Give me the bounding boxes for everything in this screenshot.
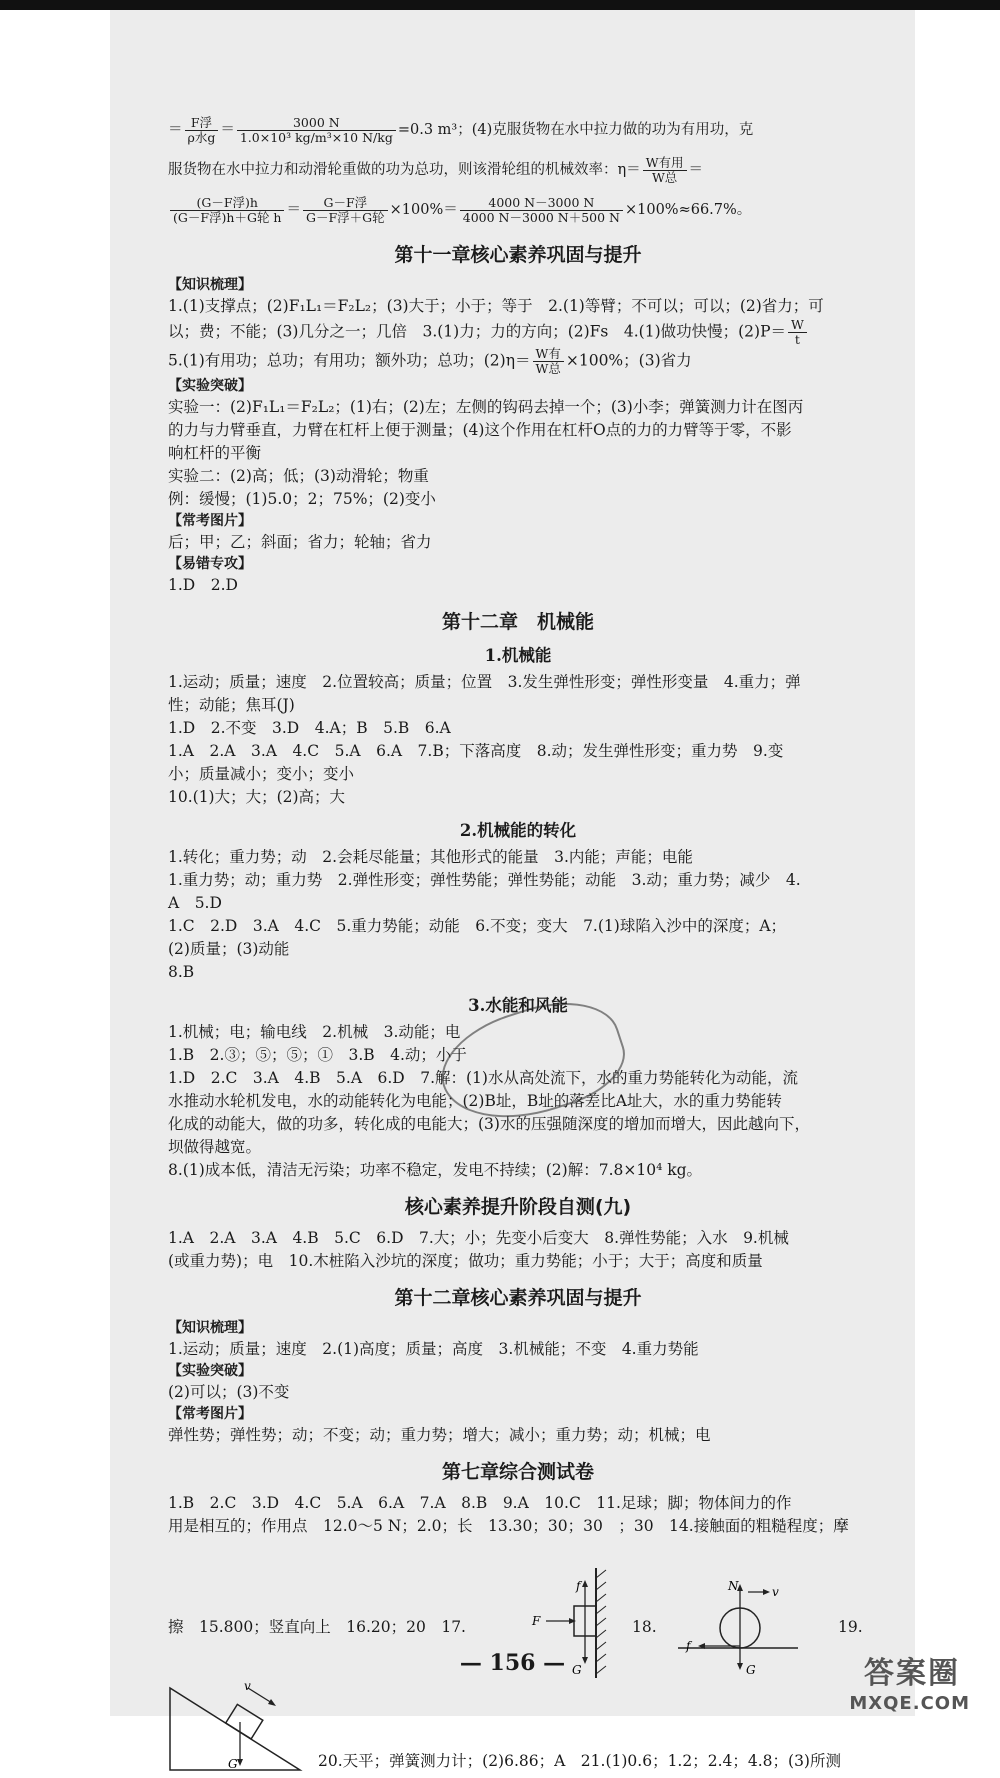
section-tag: 【实验突破】: [168, 378, 252, 394]
label-F: F: [532, 1614, 541, 1628]
figure-row-2: [168, 1678, 868, 1778]
answer-line: 1.B 2.C 3.D 4.C 5.A 6.A 7.A 8.B 9.A 10.C 11.足球；脚；物体间力的作: [168, 1494, 792, 1512]
answer-line: 1.运动；质量；速度 2.位置较高；质量；位置 3.发生弹性形变；弹性形变量 4.重力；弹: [168, 673, 801, 691]
site-watermark: [810, 1646, 1000, 1716]
formula-line-3: $\frac{\text{(G－F浮)h}}{\text{(G－F浮)h＋G轮 h}}$ ＝ $\frac{\text{G－F浮}}{\text{G－F浮＋G轮}}$ ×100%＝ $\frac{4000 N-3000 N}{4000 N-3000 N+500 N}$ ×100%≈66.7%。: [168, 190, 868, 230]
answer-line: 1.A 2.A 3.A 4.B 5.C 6.D 7.大；小；先变小后变大 8.弹性势能；入水 9.机械: [168, 1229, 789, 1247]
label-v: v: [772, 1585, 779, 1599]
answer-line: 弹性势；弹性势；动；不变；动；重力势；增大；减小；重力势；动；机械；电: [168, 1426, 711, 1444]
watermark-logo: 答案圈: [864, 1656, 960, 1691]
label-f: f: [576, 1579, 581, 1593]
answer-line: 1.(1)支撑点；(2)F₁L₁＝F₂L₂；(3)大于；小于；等于 2.(1)等臂；不可以；可以；(2)省力；可: [168, 297, 824, 315]
top-border: [0, 0, 1000, 10]
answer-line: 18.: [632, 1618, 657, 1636]
diagram-19: [168, 1678, 308, 1778]
answer-line: 1.A 2.A 3.A 4.C 5.A 6.A 7.B；下落高度 8.动；发生弹性形变；重力势 9.变: [168, 742, 784, 760]
answer-line: 实验二：(2)高；低；(3)动滑轮；物重: [168, 467, 429, 485]
page-number: — 156 —: [459, 1650, 566, 1676]
answer-line: 1.C 2.D 3.A 4.C 5.重力势能；动能 6.不变；变大 7.(1)球陷入沙中的深度；A；: [168, 917, 787, 935]
answer-line: 实验一：(2)F₁L₁＝F₂L₂；(1)右；(2)左；左侧的钩码去掉一个；(3)小李；弹簧测力计在图丙: [168, 398, 804, 416]
answer-line: 1.D 2.D: [168, 576, 238, 594]
section-tag: 【常考图片】: [168, 1406, 252, 1422]
label-f: f: [686, 1639, 691, 1653]
watermark-url: MXQE.COM: [849, 1693, 970, 1714]
label-G: G: [572, 1663, 582, 1677]
answer-line: 1.转化；重力势；动 2.会耗尽能量；其他形式的能量 3.内能；声能；电能: [168, 848, 693, 866]
answer-line: 的力与力臂垂直，力臂在杠杆上便于测量；(4)这个作用在杠杆O点的力的力臂等于零，不影: [168, 421, 792, 439]
answer-line: 响杠杆的平衡: [168, 444, 262, 462]
section-title: 3.水能和风能: [468, 996, 568, 1015]
answer-line: 10.(1)大；大；(2)高；大: [168, 788, 346, 806]
label-N: N: [728, 1579, 739, 1593]
answer-line: 1.B 2.③；⑤；⑤；① 3.B 4.动；小于: [168, 1046, 467, 1064]
answer-line: 水推动水轮机发电，水的动能转化为电能；(2)B址，B址的落差比A址大，水的重力势能转: [168, 1092, 782, 1110]
fraction: $\frac{\text{W有}}{\text{W总}}$: [533, 347, 564, 376]
formula-line-2: 服货物在水中拉力和动滑轮重做的功为总功，则该滑轮组的机械效率：η＝ $\frac{\text{W有用}}{\text{W总}}$ ＝: [168, 154, 704, 185]
answer-line: 19.: [838, 1618, 863, 1636]
chapter-12-review-title: 第十二章核心素养巩固与提升: [394, 1287, 642, 1309]
section-tag: 【常考图片】: [168, 513, 252, 529]
answer-line: 8.B: [168, 963, 195, 981]
chapter-11-title: 第十一章核心素养巩固与提升: [394, 244, 642, 266]
fraction: $\frac{\text{W有用}}{\text{W总}}$: [643, 156, 687, 185]
answer-line: 1.重力势；动；重力势 2.弹性形变；弹性势能；弹性势能；动能 3.动；重力势；减少 4.: [168, 871, 801, 889]
answer-line: 坝做得越宽。: [168, 1138, 262, 1156]
fraction: $\frac{4000 N-3000 N}{4000 N-3000 N+500 N}$: [460, 196, 623, 225]
answer-line: (2)质量；(3)动能: [168, 940, 290, 958]
fraction: $\frac{\text{(G－F浮)h}}{\text{(G－F浮)h＋G轮 h}}$: [170, 196, 284, 225]
self-test-title: 核心素养提升阶段自测(九): [404, 1196, 632, 1218]
answer-line: 以；费；不能；(3)几分之一；几倍 3.(1)力；力的方向；(2)Fs 4.(1)做功快慢；(2)P＝ $\frac{W}{t}$: [168, 318, 868, 347]
answer-line: 小；质量减小；变小；变小: [168, 765, 355, 783]
chapter-12-title: 第十二章 机械能: [441, 611, 594, 633]
section-title: 2.机械能的转化: [459, 821, 577, 840]
answer-line: 8.(1)成本低，清洁无污染；功率不稳定，发电不持续；(2)解：7.8×10⁴ kg。: [168, 1161, 703, 1179]
answer-line: 1.D 2.不变 3.D 4.A；B 5.B 6.A: [168, 719, 451, 737]
section-tag: 【知识梳理】: [168, 1320, 252, 1336]
section-tag: 【知识梳理】: [168, 277, 252, 293]
chapter-7-test-title: 第七章综合测试卷: [441, 1461, 594, 1483]
scanned-page: [110, 10, 915, 1771]
page-content: [168, 110, 868, 1778]
fraction: $\frac{\text{F浮}}{\text{ρ水g}}$: [185, 116, 219, 145]
answer-line: 用是相互的；作用点 12.0～5 N；2.0；长 13.30；30；30 ；30 14.接触面的粗糙程度；摩: [168, 1517, 849, 1535]
answer-line: 1.机械；电；输电线 2.机械 3.动能；电: [168, 1023, 461, 1041]
answer-line: 性；动能；焦耳(J): [168, 696, 295, 714]
label-v: v: [244, 1679, 251, 1693]
fraction: $\frac{\text{G－F浮}}{\text{G－F浮＋G轮}}$: [303, 196, 388, 225]
answer-line: (2)可以；(3)不变: [168, 1383, 290, 1401]
section-tag: 【易错专攻】: [168, 556, 252, 572]
section-title: 1.机械能: [484, 646, 552, 665]
answer-line: 1.D 2.C 3.A 4.B 5.A 6.D 7.解：(1)水从高处流下，水的重力势能转化为动能，流: [168, 1069, 798, 1087]
answer-line: 擦 15.800；竖直向上 16.20；20 17.: [168, 1618, 466, 1636]
answer-line: 后；甲；乙；斜面；省力；轮轴；省力: [168, 533, 432, 551]
answer-line: (或重力势)；电 10.木桩陷入沙坑的深度；做功；重力势能；小于；大于；高度和质量: [168, 1252, 763, 1270]
formula-line-1: ＝ $\frac{\text{F浮}}{\text{ρ水g}}$ ＝ $\frac{3000 N}{\text{1.0×10³ kg/m³×10 N/kg}}$ =0.3 m³；(4)克服货物在水中拉力做的功为有用功，克: [168, 114, 754, 145]
fraction: $\frac{W}{t}$: [788, 318, 807, 347]
answer-line: 例：缓慢；(1)5.0；2；75%；(2)变小: [168, 490, 436, 508]
section-tag: 【实验突破】: [168, 1363, 252, 1379]
answer-line: A 5.D: [168, 894, 222, 912]
answer-line: 1.运动；质量；速度 2.(1)高度；质量；高度 3.机械能；不变 4.重力势能: [168, 1340, 699, 1358]
label-G: G: [746, 1663, 756, 1677]
label-G: G: [228, 1757, 238, 1771]
answer-line: 5.(1)有用功；总功；有用功；额外功；总功；(2)η＝ $\frac{\text{W有}}{\text{W总}}$ ×100%；(3)省力: [168, 346, 692, 376]
answer-line: 化成的动能大，做的功多，转化成的电能大；(3)水的压强随深度的增加而增大，因此越向下，: [168, 1115, 810, 1133]
answer-line: 20.天平；弹簧测力计；(2)6.86；A 21.(1)0.6；1.2；2.4；4.8；(3)所测: [318, 1752, 841, 1770]
fraction: $\frac{3000 N}{\text{1.0×10³ kg/m³×10 N/kg}}$: [237, 116, 396, 145]
